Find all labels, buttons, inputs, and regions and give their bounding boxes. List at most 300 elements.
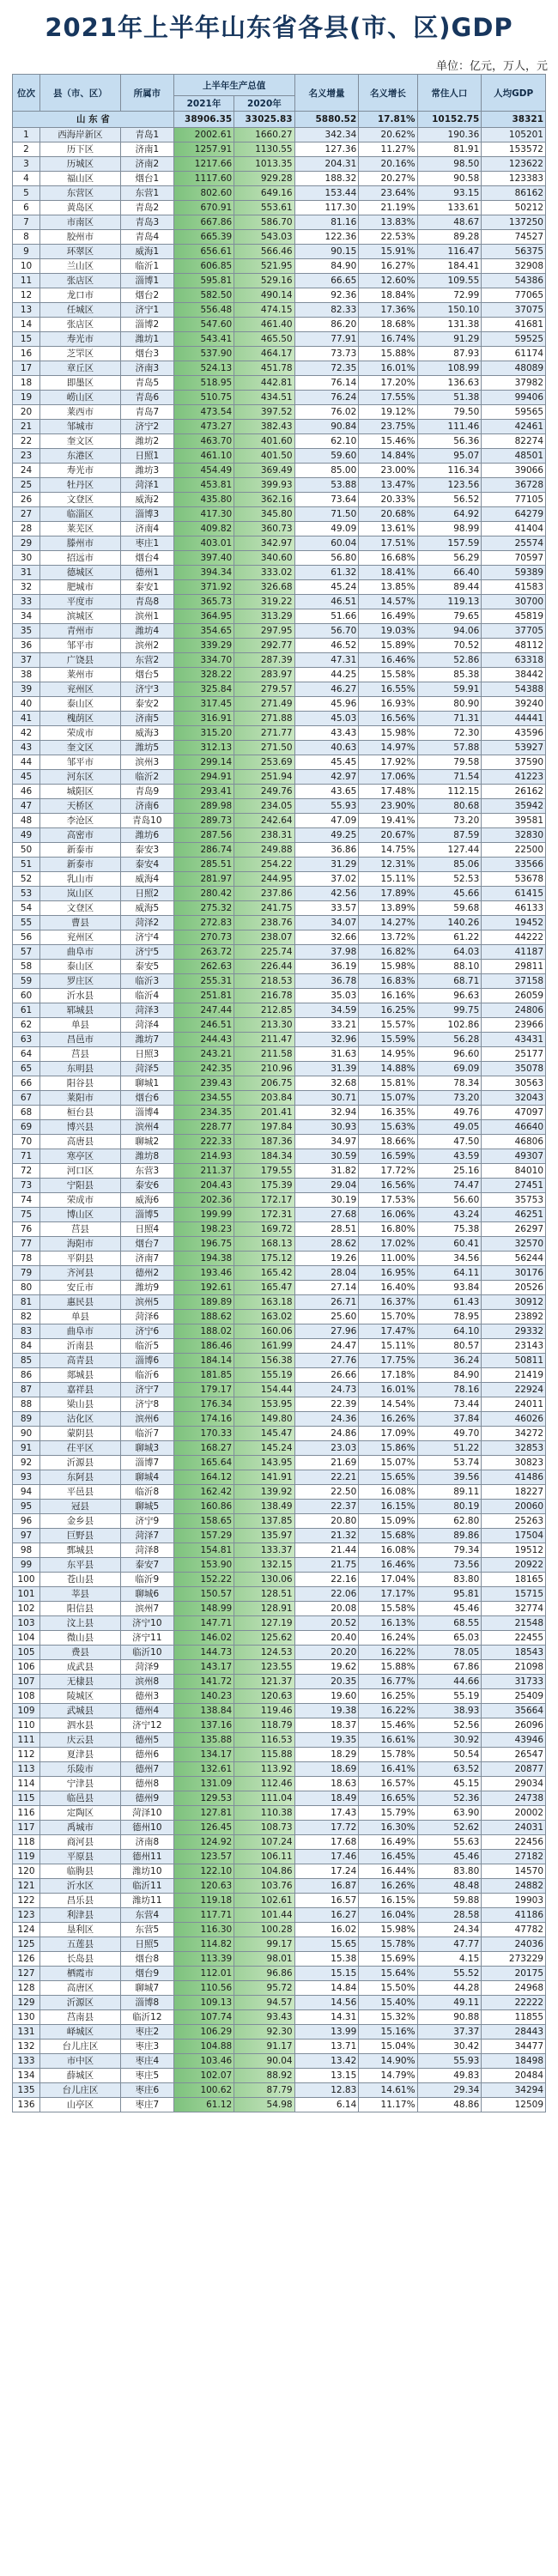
- cell-increase: 21.75: [294, 1558, 359, 1573]
- cell-city: 日照1: [120, 449, 173, 464]
- cell-pop: 71.54: [417, 770, 482, 785]
- cell-y2020: 287.39: [234, 653, 294, 668]
- cell-pop: 56.28: [417, 1033, 482, 1047]
- cell-rank: 123: [13, 1908, 40, 1923]
- cell-growth: 16.56%: [359, 712, 417, 726]
- cell-increase: 55.93: [294, 799, 359, 814]
- cell-per-gdp: 74527: [482, 230, 546, 245]
- cell-city: 潍坊7: [120, 1033, 173, 1047]
- table-row: [13, 1602, 546, 1616]
- table-row: [13, 536, 546, 551]
- cell-growth: 15.70%: [359, 1310, 417, 1324]
- cell-y2021: 134.17: [173, 1748, 234, 1762]
- table-row: [13, 172, 546, 186]
- cell-rank: 90: [13, 1427, 40, 1441]
- cell-pop: 184.41: [417, 259, 482, 274]
- cell-y2020: 99.17: [234, 1937, 294, 1952]
- table-row: [13, 1368, 546, 1383]
- cell-y2021: 1217.66: [173, 157, 234, 172]
- cell-pop: 83.80: [417, 1864, 482, 1879]
- cell-per-gdp: 14570: [482, 1864, 546, 1879]
- cell-city: 青岛5: [120, 376, 173, 391]
- cell-growth: 11.27%: [359, 142, 417, 157]
- cell-per-gdp: 137250: [482, 215, 546, 230]
- cell-county: 龙口市: [40, 288, 121, 303]
- cell-rank: 126: [13, 1952, 40, 1967]
- cell-pop: 80.19: [417, 1500, 482, 1514]
- cell-per-gdp: 44441: [482, 712, 546, 726]
- cell-growth: 15.86%: [359, 1441, 417, 1456]
- cell-y2021: 124.92: [173, 1835, 234, 1850]
- cell-per-gdp: 30700: [482, 595, 546, 609]
- cell-city: 东营1: [120, 186, 173, 201]
- cell-y2020: 138.49: [234, 1500, 294, 1514]
- cell-county: 费县: [40, 1646, 121, 1660]
- cell-county: 单县: [40, 1018, 121, 1033]
- cell-pop: 150.10: [417, 303, 482, 318]
- cell-y2021: 397.40: [173, 551, 234, 566]
- cell-rank: 66: [13, 1076, 40, 1091]
- cell-increase: 37.02: [294, 872, 359, 887]
- cell-increase: 30.19: [294, 1193, 359, 1208]
- cell-increase: 76.24: [294, 391, 359, 405]
- cell-increase: 46.51: [294, 595, 359, 609]
- table-row: [13, 1631, 546, 1646]
- cell-pop: 65.03: [417, 1631, 482, 1646]
- cell-pop: 109.55: [417, 274, 482, 288]
- cell-rank: 48: [13, 814, 40, 828]
- cell-per-gdp: 61174: [482, 347, 546, 361]
- cell-county: 鄄城县: [40, 1543, 121, 1558]
- cell-growth: 17.02%: [359, 1237, 417, 1252]
- cell-rank: 8: [13, 230, 40, 245]
- cell-y2021: 272.83: [173, 916, 234, 930]
- cell-rank: 70: [13, 1135, 40, 1149]
- cell-growth: 20.27%: [359, 172, 417, 186]
- table-row: [13, 1514, 546, 1529]
- cell-growth: 16.22%: [359, 1704, 417, 1718]
- cell-county: 禹城市: [40, 1821, 121, 1835]
- table-row: [13, 1835, 546, 1850]
- cell-y2021: 192.61: [173, 1281, 234, 1295]
- cell-y2020: 168.13: [234, 1237, 294, 1252]
- cell-per-gdp: 24011: [482, 1397, 546, 1412]
- cell-increase: 22.50: [294, 1485, 359, 1500]
- cell-y2020: 128.51: [234, 1587, 294, 1602]
- cell-rank: 28: [13, 522, 40, 536]
- cell-growth: 18.41%: [359, 566, 417, 580]
- cell-y2020: 216.78: [234, 989, 294, 1003]
- table-row: [13, 828, 546, 843]
- cell-city: 德州2: [120, 1266, 173, 1281]
- cell-county: 东明县: [40, 1062, 121, 1076]
- cell-growth: 20.67%: [359, 828, 417, 843]
- cell-city: 德州8: [120, 1777, 173, 1791]
- cell-county: 沂南县: [40, 1339, 121, 1354]
- cell-rank: 4: [13, 172, 40, 186]
- cell-pop: 43.59: [417, 1149, 482, 1164]
- cell-county: 荣成市: [40, 726, 121, 741]
- table-row: [13, 1616, 546, 1631]
- cell-county: 商河县: [40, 1835, 121, 1850]
- cell-increase: 19.35: [294, 1733, 359, 1748]
- table-row: [13, 566, 546, 580]
- cell-increase: 27.76: [294, 1354, 359, 1368]
- table-row: [13, 1937, 546, 1952]
- cell-growth: 15.32%: [359, 2010, 417, 2025]
- cell-y2020: 201.41: [234, 1106, 294, 1120]
- cell-y2020: 103.76: [234, 1879, 294, 1894]
- cell-pop: 52.53: [417, 872, 482, 887]
- cell-y2020: 141.91: [234, 1470, 294, 1485]
- cell-rank: 56: [13, 930, 40, 945]
- cell-increase: 24.86: [294, 1427, 359, 1441]
- cell-per-gdp: 30176: [482, 1266, 546, 1281]
- cell-y2020: 649.16: [234, 186, 294, 201]
- cell-city: 枣庄3: [120, 2040, 173, 2054]
- cell-per-gdp: 25409: [482, 1689, 546, 1704]
- cell-per-gdp: 33566: [482, 858, 546, 872]
- cell-county: 高密市: [40, 828, 121, 843]
- cell-city: 济宁1: [120, 303, 173, 318]
- cell-county: 环翠区: [40, 245, 121, 259]
- cell-county: 芝罘区: [40, 347, 121, 361]
- table-row: [13, 639, 546, 653]
- cell-increase: 34.07: [294, 916, 359, 930]
- cell-per-gdp: 20175: [482, 1967, 546, 1981]
- cell-city: 青岛1: [120, 128, 173, 142]
- cell-growth: 17.92%: [359, 755, 417, 770]
- cell-city: 枣庄7: [120, 2098, 173, 2112]
- cell-increase: 73.73: [294, 347, 359, 361]
- cell-growth: 16.04%: [359, 1908, 417, 1923]
- cell-y2021: 103.46: [173, 2054, 234, 2069]
- cell-pop: 95.07: [417, 449, 482, 464]
- cell-increase: 18.49: [294, 1791, 359, 1806]
- cell-pop: 45.46: [417, 1850, 482, 1864]
- cell-growth: 15.79%: [359, 1806, 417, 1821]
- cell-city: 日照5: [120, 1937, 173, 1952]
- cell-per-gdp: 48112: [482, 639, 546, 653]
- cell-county: 寿光市: [40, 332, 121, 347]
- cell-pop: 81.91: [417, 142, 482, 157]
- cell-per-gdp: 30563: [482, 1076, 546, 1091]
- cell-rank: 121: [13, 1879, 40, 1894]
- cell-growth: 15.58%: [359, 668, 417, 682]
- cell-y2021: 132.61: [173, 1762, 234, 1777]
- cell-city: 菏泽8: [120, 1543, 173, 1558]
- cell-city: 潍坊3: [120, 464, 173, 478]
- cell-city: 日照3: [120, 1047, 173, 1062]
- cell-county: 寿光市: [40, 464, 121, 478]
- cell-y2021: 116.30: [173, 1923, 234, 1937]
- cell-y2021: 122.10: [173, 1864, 234, 1879]
- cell-y2020: 238.76: [234, 916, 294, 930]
- cell-per-gdp: 32853: [482, 1441, 546, 1456]
- table-row: [13, 1806, 546, 1821]
- cell-county: 滨城区: [40, 609, 121, 624]
- cell-y2020: 112.46: [234, 1777, 294, 1791]
- table-row: [13, 1208, 546, 1222]
- cell-rank: 115: [13, 1791, 40, 1806]
- cell-pop: 73.20: [417, 814, 482, 828]
- cell-pop: 62.80: [417, 1514, 482, 1529]
- cell-increase: 19.38: [294, 1704, 359, 1718]
- cell-per-gdp: 20922: [482, 1558, 546, 1573]
- cell-y2021: 293.41: [173, 785, 234, 799]
- cell-growth: 14.61%: [359, 2083, 417, 2098]
- cell-per-gdp: 49307: [482, 1149, 546, 1164]
- cell-city: 济宁2: [120, 420, 173, 434]
- table-row: [13, 186, 546, 201]
- cell-rank: 85: [13, 1354, 40, 1368]
- cell-y2020: 211.58: [234, 1047, 294, 1062]
- cell-pop: 44.28: [417, 1981, 482, 1996]
- cell-city: 烟台2: [120, 288, 173, 303]
- cell-rank: 69: [13, 1120, 40, 1135]
- cell-y2021: 510.75: [173, 391, 234, 405]
- cell-y2020: 369.49: [234, 464, 294, 478]
- cell-rank: 31: [13, 566, 40, 580]
- cell-city: 济宁4: [120, 930, 173, 945]
- table-row: [13, 464, 546, 478]
- cell-per-gdp: 44222: [482, 930, 546, 945]
- cell-y2020: 474.15: [234, 303, 294, 318]
- cell-increase: 27.68: [294, 1208, 359, 1222]
- cell-rank: 3: [13, 157, 40, 172]
- table-row: [13, 332, 546, 347]
- cell-city: 菏泽3: [120, 1003, 173, 1018]
- cell-pop: 51.38: [417, 391, 482, 405]
- table-row: [13, 391, 546, 405]
- cell-y2020: 175.12: [234, 1252, 294, 1266]
- cell-growth: 15.11%: [359, 1339, 417, 1354]
- cell-per-gdp: 25574: [482, 536, 546, 551]
- cell-rank: 94: [13, 1485, 40, 1500]
- table-row: [13, 1660, 546, 1675]
- cell-y2021: 157.29: [173, 1529, 234, 1543]
- cell-growth: 17.36%: [359, 303, 417, 318]
- cell-city: 日照2: [120, 887, 173, 901]
- cell-per-gdp: 18543: [482, 1646, 546, 1660]
- cell-rank: 93: [13, 1470, 40, 1485]
- cell-pop: 45.66: [417, 887, 482, 901]
- cell-growth: 16.55%: [359, 682, 417, 697]
- cell-y2021: 354.65: [173, 624, 234, 639]
- cell-per-gdp: 43946: [482, 1733, 546, 1748]
- table-row: [13, 1864, 546, 1879]
- table-row: [13, 1252, 546, 1266]
- cell-pop: 89.28: [417, 230, 482, 245]
- cell-rank: 37: [13, 653, 40, 668]
- cell-per-gdp: 59565: [482, 405, 546, 420]
- cell-county: 寒亭区: [40, 1149, 121, 1164]
- cell-per-gdp: 25263: [482, 1514, 546, 1529]
- cell-growth: 16.01%: [359, 1383, 417, 1397]
- cell-rank: 11: [13, 274, 40, 288]
- cell-county: 槐荫区: [40, 712, 121, 726]
- cell-y2021: 114.82: [173, 1937, 234, 1952]
- cell-growth: 16.74%: [359, 332, 417, 347]
- cell-pop: 63.90: [417, 1806, 482, 1821]
- cell-growth: 15.98%: [359, 1923, 417, 1937]
- cell-increase: 24.47: [294, 1339, 359, 1354]
- cell-pop: 95.81: [417, 1587, 482, 1602]
- cell-rank: 57: [13, 945, 40, 960]
- cell-pop: 38.93: [417, 1704, 482, 1718]
- cell-county: 垦利区: [40, 1923, 121, 1937]
- cell-city: 济宁11: [120, 1631, 173, 1646]
- cell-county: 奎文区: [40, 741, 121, 755]
- cell-pop: 51.22: [417, 1441, 482, 1456]
- cell-county: 海阳市: [40, 1237, 121, 1252]
- cell-city: 菏泽6: [120, 1310, 173, 1324]
- cell-y2020: 184.34: [234, 1149, 294, 1164]
- table-row: [13, 493, 546, 507]
- table-row: [13, 1427, 546, 1441]
- cell-per-gdp: 41681: [482, 318, 546, 332]
- cell-y2021: 371.92: [173, 580, 234, 595]
- cell-increase: 45.24: [294, 580, 359, 595]
- cell-y2021: 251.81: [173, 989, 234, 1003]
- cell-rank: 59: [13, 974, 40, 989]
- cell-county: 邹平市: [40, 639, 121, 653]
- cell-growth: 15.88%: [359, 347, 417, 361]
- cell-increase: 22.37: [294, 1500, 359, 1514]
- table-row: [13, 1266, 546, 1281]
- cell-pop: 116.34: [417, 464, 482, 478]
- cell-per-gdp: 37590: [482, 755, 546, 770]
- cell-increase: 36.78: [294, 974, 359, 989]
- cell-y2020: 95.72: [234, 1981, 294, 1996]
- table-row: [13, 1952, 546, 1967]
- cell-y2021: 473.54: [173, 405, 234, 420]
- cell-growth: 15.98%: [359, 726, 417, 741]
- cell-city: 济南7: [120, 1252, 173, 1266]
- cell-increase: 90.15: [294, 245, 359, 259]
- cell-city: 德州7: [120, 1762, 173, 1777]
- cell-rank: 118: [13, 1835, 40, 1850]
- cell-city: 烟台4: [120, 551, 173, 566]
- cell-increase: 27.96: [294, 1324, 359, 1339]
- cell-increase: 15.65: [294, 1937, 359, 1952]
- cell-pop: 67.86: [417, 1660, 482, 1675]
- cell-pop: 72.30: [417, 726, 482, 741]
- cell-y2020: 213.30: [234, 1018, 294, 1033]
- cell-y2021: 141.72: [173, 1675, 234, 1689]
- cell-y2021: 143.17: [173, 1660, 234, 1675]
- cell-county: 任城区: [40, 303, 121, 318]
- cell-increase: 35.03: [294, 989, 359, 1003]
- table-row: [13, 449, 546, 464]
- cell-y2020: 155.19: [234, 1368, 294, 1383]
- cell-pop: 47.50: [417, 1135, 482, 1149]
- cell-y2020: 91.17: [234, 2040, 294, 2054]
- cell-pop: 63.52: [417, 1762, 482, 1777]
- cell-rank: 41: [13, 712, 40, 726]
- cell-pop: 49.11: [417, 1996, 482, 2010]
- cell-pop: 78.34: [417, 1076, 482, 1091]
- table-row: [13, 1777, 546, 1791]
- cell-pop: 61.43: [417, 1295, 482, 1310]
- cell-y2020: 225.74: [234, 945, 294, 960]
- cell-county: 邹城市: [40, 420, 121, 434]
- cell-increase: 6.14: [294, 2098, 359, 2112]
- cell-pop: 96.60: [417, 1047, 482, 1062]
- cell-county: 黄岛区: [40, 201, 121, 215]
- cell-growth: 17.89%: [359, 887, 417, 901]
- cell-county: 冠县: [40, 1500, 121, 1514]
- cell-increase: 59.60: [294, 449, 359, 464]
- cell-pop: 85.06: [417, 858, 482, 872]
- cell-y2020: 111.04: [234, 1791, 294, 1806]
- cell-growth: 14.54%: [359, 1397, 417, 1412]
- cell-rank: 131: [13, 2025, 40, 2040]
- cell-increase: 33.57: [294, 901, 359, 916]
- cell-y2021: 162.42: [173, 1485, 234, 1500]
- cell-y2020: 108.73: [234, 1821, 294, 1835]
- cell-pop: 55.93: [417, 2054, 482, 2069]
- cell-per-gdp: 21419: [482, 1368, 546, 1383]
- cell-growth: 16.80%: [359, 1222, 417, 1237]
- cell-county: 微山县: [40, 1631, 121, 1646]
- cell-increase: 26.71: [294, 1295, 359, 1310]
- cell-y2020: 401.50: [234, 449, 294, 464]
- header-2020: 2020年: [234, 96, 294, 112]
- cell-rank: 38: [13, 668, 40, 682]
- cell-y2021: 670.91: [173, 201, 234, 215]
- cell-city: 威海6: [120, 1193, 173, 1208]
- cell-city: 威海4: [120, 872, 173, 887]
- cell-per-gdp: 105201: [482, 128, 546, 142]
- cell-city: 枣庄5: [120, 2069, 173, 2083]
- cell-y2021: 667.86: [173, 215, 234, 230]
- cell-per-gdp: 29332: [482, 1324, 546, 1339]
- cell-per-gdp: 18227: [482, 1485, 546, 1500]
- cell-pop: 34.56: [417, 1252, 482, 1266]
- cell-y2020: 169.72: [234, 1222, 294, 1237]
- cell-growth: 15.81%: [359, 1076, 417, 1091]
- cell-city: 济宁6: [120, 1324, 173, 1339]
- table-row: [13, 1996, 546, 2010]
- table-row: [13, 770, 546, 785]
- cell-per-gdp: 31733: [482, 1675, 546, 1689]
- cell-per-gdp: 35753: [482, 1193, 546, 1208]
- cell-growth: 21.19%: [359, 201, 417, 215]
- cell-y2021: 179.17: [173, 1383, 234, 1397]
- province-2021: 38906.35: [173, 112, 234, 128]
- cell-growth: 11.17%: [359, 2098, 417, 2112]
- cell-county: 招远市: [40, 551, 121, 566]
- cell-per-gdp: 26162: [482, 785, 546, 799]
- cell-rank: 62: [13, 1018, 40, 1033]
- cell-per-gdp: 123622: [482, 157, 546, 172]
- page-title: 2021年上半年山东省各县(市、区)GDP: [45, 13, 513, 42]
- cell-county: 新泰市: [40, 843, 121, 858]
- table-row: [13, 653, 546, 668]
- cell-growth: 16.25%: [359, 1003, 417, 1018]
- table-row: [13, 522, 546, 536]
- cell-city: 济南3: [120, 361, 173, 376]
- cell-growth: 19.12%: [359, 405, 417, 420]
- cell-y2020: 283.97: [234, 668, 294, 682]
- cell-increase: 51.66: [294, 609, 359, 624]
- cell-y2020: 241.75: [234, 901, 294, 916]
- cell-y2020: 212.85: [234, 1003, 294, 1018]
- cell-city: 潍坊6: [120, 828, 173, 843]
- cell-rank: 6: [13, 201, 40, 215]
- cell-growth: 15.69%: [359, 1952, 417, 1967]
